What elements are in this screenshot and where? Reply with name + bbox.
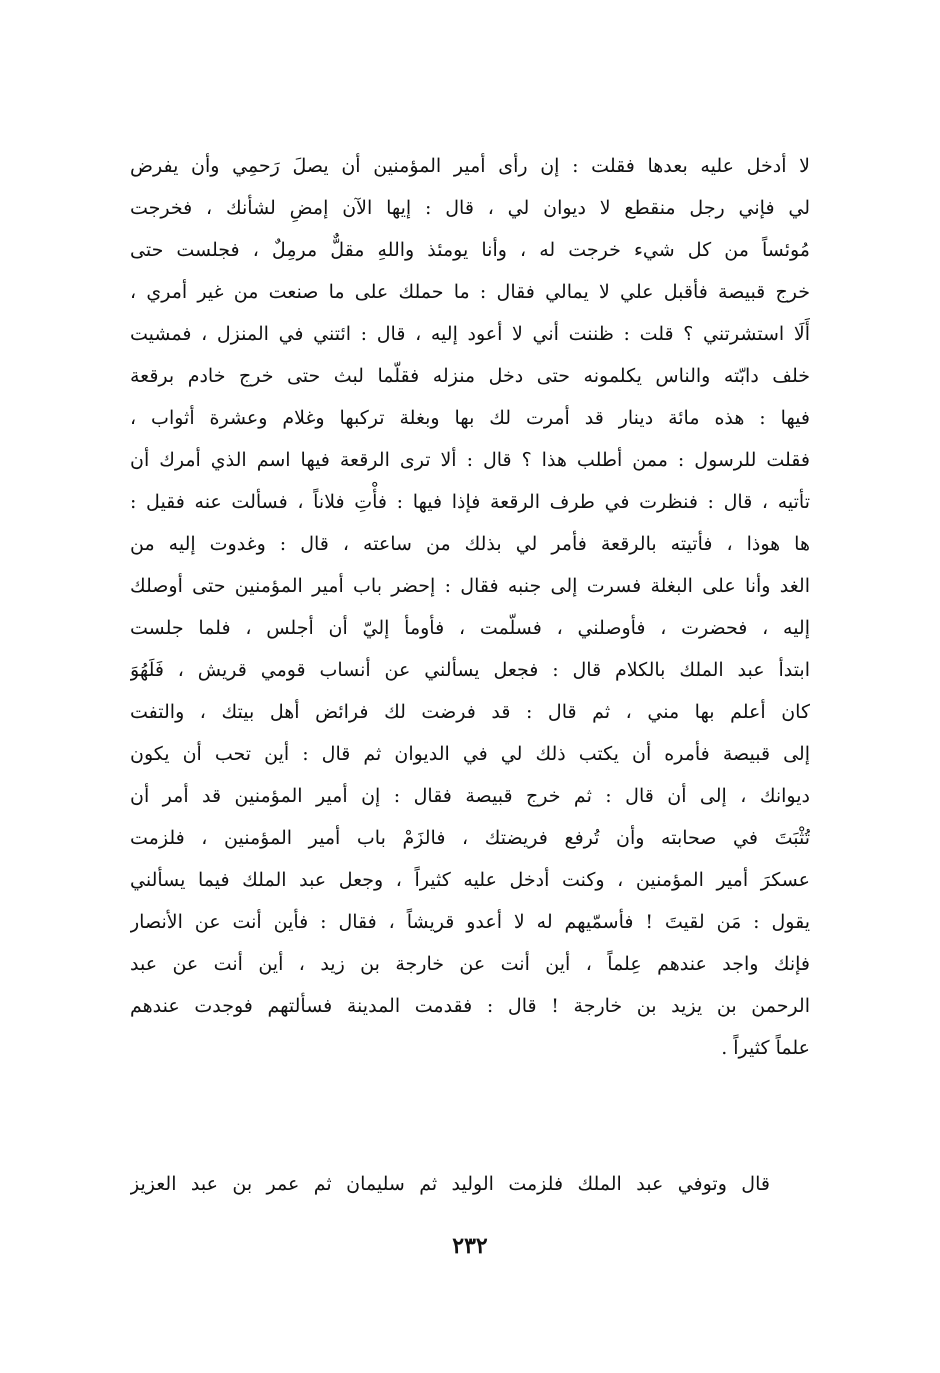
text-line: فيها : هذه مائة دينار قد أمرت لك بها وبغلة تركبها وغلام وعشرة أثواب ، <box>130 407 810 429</box>
text-line: فقلت للرسول : ممن أطلب هذا ؟ قال : ألا ترى الرقعة فيها اسم الذي أمرك أن <box>130 449 810 471</box>
text-line: لي فإني رجل منقطع لا ديوان لي ، قال : إيها الآن إمضِ لشأنك ، فخرجت <box>130 197 810 219</box>
text-line: إلى قبيصة فأمره أن يكتب ذلك لي في الديوان ثم قال : أين تحب أن يكون <box>130 743 810 765</box>
text-line: خرج قبيصة فأقبل علي لا يمالي فقال : ما حملك على ما صنعت من غير أمري ، <box>130 281 810 303</box>
text-line: ابتدأ عبد الملك بالكلام قال : فجعل يسألني عن أنساب قومي قريش ، فَلَهُوَ <box>130 659 810 681</box>
paragraph-2 <box>130 1163 810 1205</box>
text-line: ها هوذا ، فأتيته بالرقعة فأمر لي بذلك من ساعته ، قال : وغدوت إليه من <box>130 533 810 555</box>
text-line: لا أدخل عليه بعدها فقلت : إن رأى أمير المؤمنين أن يصلَ رَحمِي وأن يفرض <box>130 155 810 177</box>
text-line: كان أعلم بها مني ، ثم قال : قد فرضت لك فرائض أهل بيتك ، والتفت <box>130 701 810 723</box>
text-line: يقول : مَن لقيتَ ! فأسمّيهم له لا أعدو قريشاً ، فقال : فأين أنت عن الأنصار <box>130 911 810 933</box>
text-line: إليه ، فحضرت ، فأوصلني ، فسلّمت ، فأومأ إليّ أن أجلس ، فلما جلست <box>130 617 810 639</box>
text-line: علماً كثيراً . <box>721 1037 810 1059</box>
text-line: ديوانك ، إلى أن قال : ثم خرج قبيصة فقال : إن أمير المؤمنين قد أمر أن <box>130 785 810 807</box>
text-line: تأتيه ، قال : فنظرت في طرف الرقعة فإذا فيها : فأْتِ فلاناً ، فسألت عنه فقيل : <box>130 491 810 513</box>
text-line: عسكرَ أمير المؤمنين ، وكنت أدخل عليه كثيراً ، وجعل عبد الملك فيما يسألني <box>130 869 810 891</box>
text-line: خلف دابّته والناس يكلمونه حتى دخل منزله فقلّما لبث حتى خرج خادم برقعة <box>130 365 810 387</box>
text-line: فإنك واجد عندهم عِلماً ، أين أنت عن خارجة بن زيد ، أين أنت عن عبد <box>130 953 810 975</box>
page-number: ٢٣٢ <box>452 1233 488 1259</box>
text-line: الرحمن بن يزيد بن خارجة ! قال : فقدمت المدينة فسألتهم فوجدت عندهم <box>130 995 810 1017</box>
text-line: الغد وأنا على البغلة فسرت إلى جنبه فقال : إحضر باب أمير المؤمنين حتى أوصلك <box>130 575 810 597</box>
text-line: تُثْبَتَ في صحابته وأن تُرفع فريضتك ، فالزَمْ باب أمير المؤمنين ، فلزمت <box>130 827 810 849</box>
text-line: قال وتوفي عبد الملك فلزمت الوليد ثم سليمان ثم عمر بن عبد العزيز <box>130 1173 770 1195</box>
text-line: أَلَا استشرتني ؟ قلت : ظننت أني لا أعود إليه ، قال : ائتني في المنزل ، فمشيت <box>130 323 810 345</box>
paragraph-1 <box>130 145 810 1069</box>
text-line: مُوئساً من كل شيء خرجت له ، وأنا يومئذ واللهِ مقلٌّ مرمِلٌ ، فجلست حتى <box>130 239 810 261</box>
